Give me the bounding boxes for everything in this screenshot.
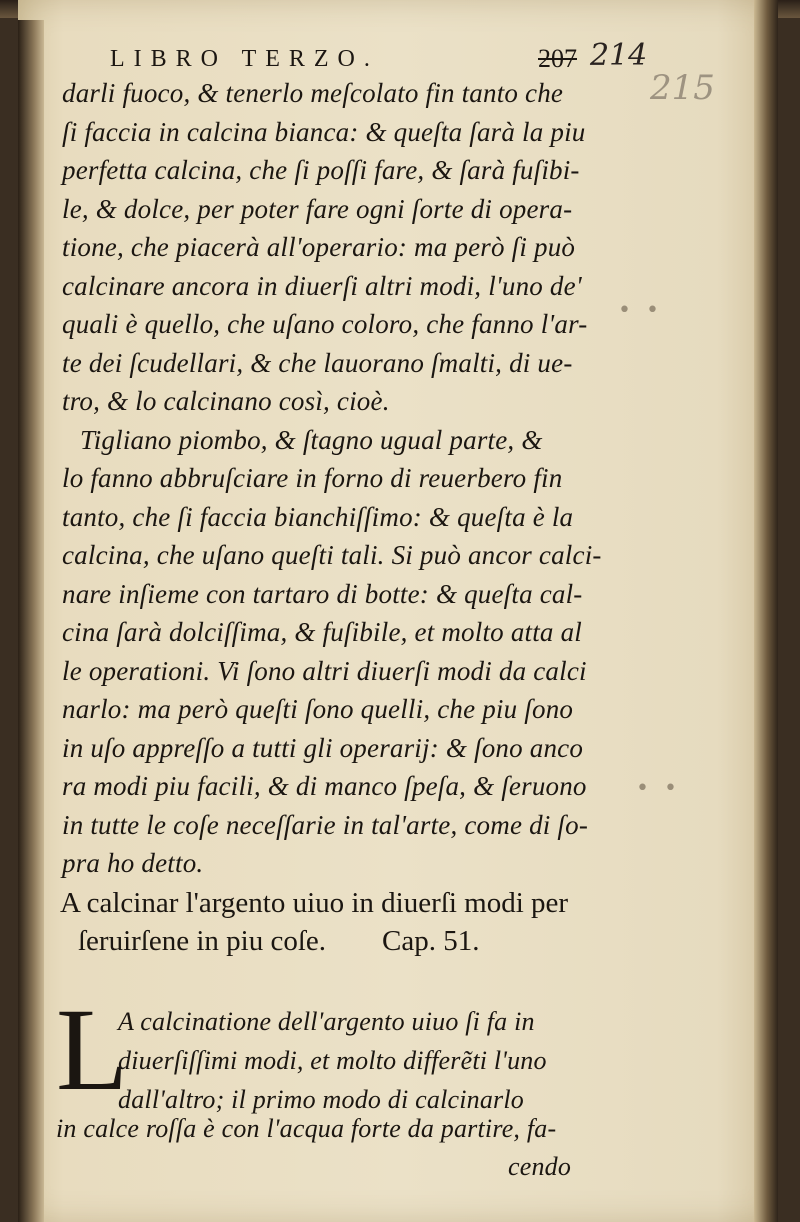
chapter-text-continued [56, 1110, 626, 1186]
text-line: nare inſieme con tartaro di botte: & queſta cal- [62, 578, 583, 609]
text-line: ſi faccia in calcina bianca: & queſta ſarà la piu [62, 116, 586, 147]
catchword: cendo [508, 1152, 572, 1181]
text-line: narlo: ma però queſti ſono quelli, che piu ſono [62, 694, 574, 724]
right-page-edge [754, 0, 778, 1222]
chapter-heading [60, 884, 620, 960]
text-line: le operationi. Vi ſono altri diuerſi modi da calci [62, 655, 587, 686]
text-line: cina ſarà dolciſſima, & fuſibile, et molto atta al [62, 617, 582, 647]
text-line: in uſo appreſſo a tutti gli operarij: & ſono anco [62, 732, 584, 763]
text-line: in calce roſſa è con l'acqua forte da partire, fa- [56, 1114, 557, 1143]
margin-mark: • • [636, 776, 681, 801]
handwritten-folio-number: 215 [650, 68, 715, 108]
corrected-page-number: 214 [590, 38, 648, 73]
chapter-heading-line: A calcinar l'argento uiuo in diuerſi modi per [60, 887, 569, 919]
body-text [62, 74, 622, 883]
drop-capital: L [56, 984, 129, 1115]
running-head: LIBRO TERZO. [110, 46, 379, 72]
text-line: diuerſiſſimi modi, et molto differẽti l'uno [118, 1046, 547, 1075]
text-line: in tutte le coſe neceſſarie in tal'arte, come di ſo- [62, 809, 589, 840]
chapter-heading-line-2 [60, 922, 620, 960]
chapter-text [118, 1002, 618, 1119]
text-line: le, & dolce, per poter fare ogni ſorte di opera- [62, 193, 573, 224]
left-page-edge [18, 20, 44, 1222]
text-line: dall'altro; il primo modo di calcinarlo [118, 1085, 525, 1114]
text-line: lo fanno abbruſciare in forno di reuerbero fin [62, 463, 563, 493]
text-line: ra modi piu facili, & di manco ſpeſa, & ſeruono [62, 771, 587, 801]
text-line: A calcinatione dell'argento uiuo ſi fa in [118, 1007, 535, 1036]
text-line: darli fuoco, & tenerlo meſcolato fin tanto che [62, 78, 564, 108]
text-line: perfetta calcina, che ſi poſſi fare, & ſarà fuſibi- [62, 155, 580, 185]
text-line: calcinare ancora in diuerſi altri modi, l'uno de' [62, 270, 582, 301]
chapter-heading-text: ſeruirſene in piu coſe. [78, 925, 327, 957]
text-line: te dei ſcudellari, & che lauorano ſmalti, di ue- [62, 347, 573, 378]
margin-mark: • • [618, 298, 663, 323]
text-line: tanto, che ſi faccia bianchiſſimo: & queſta è la [62, 501, 574, 532]
text-line: calcina, che uſano queſti tali. Si può ancor calci- [62, 540, 602, 570]
text-line: pra ho detto. [62, 848, 204, 878]
text-line: tro, & lo calcinano così, cioè. [62, 386, 390, 416]
text-line: quali è quello, che uſano coloro, che fanno l'ar- [62, 309, 588, 339]
chapter-number: Cap. 51. [382, 925, 480, 957]
printed-page-number: 207 [538, 44, 577, 73]
text-line: Tigliano piombo, & ſtagno ugual parte, & [80, 424, 543, 455]
text-line: tione, che piacerà all'operario: ma però ſi può [62, 232, 576, 262]
book-page [18, 0, 778, 1222]
